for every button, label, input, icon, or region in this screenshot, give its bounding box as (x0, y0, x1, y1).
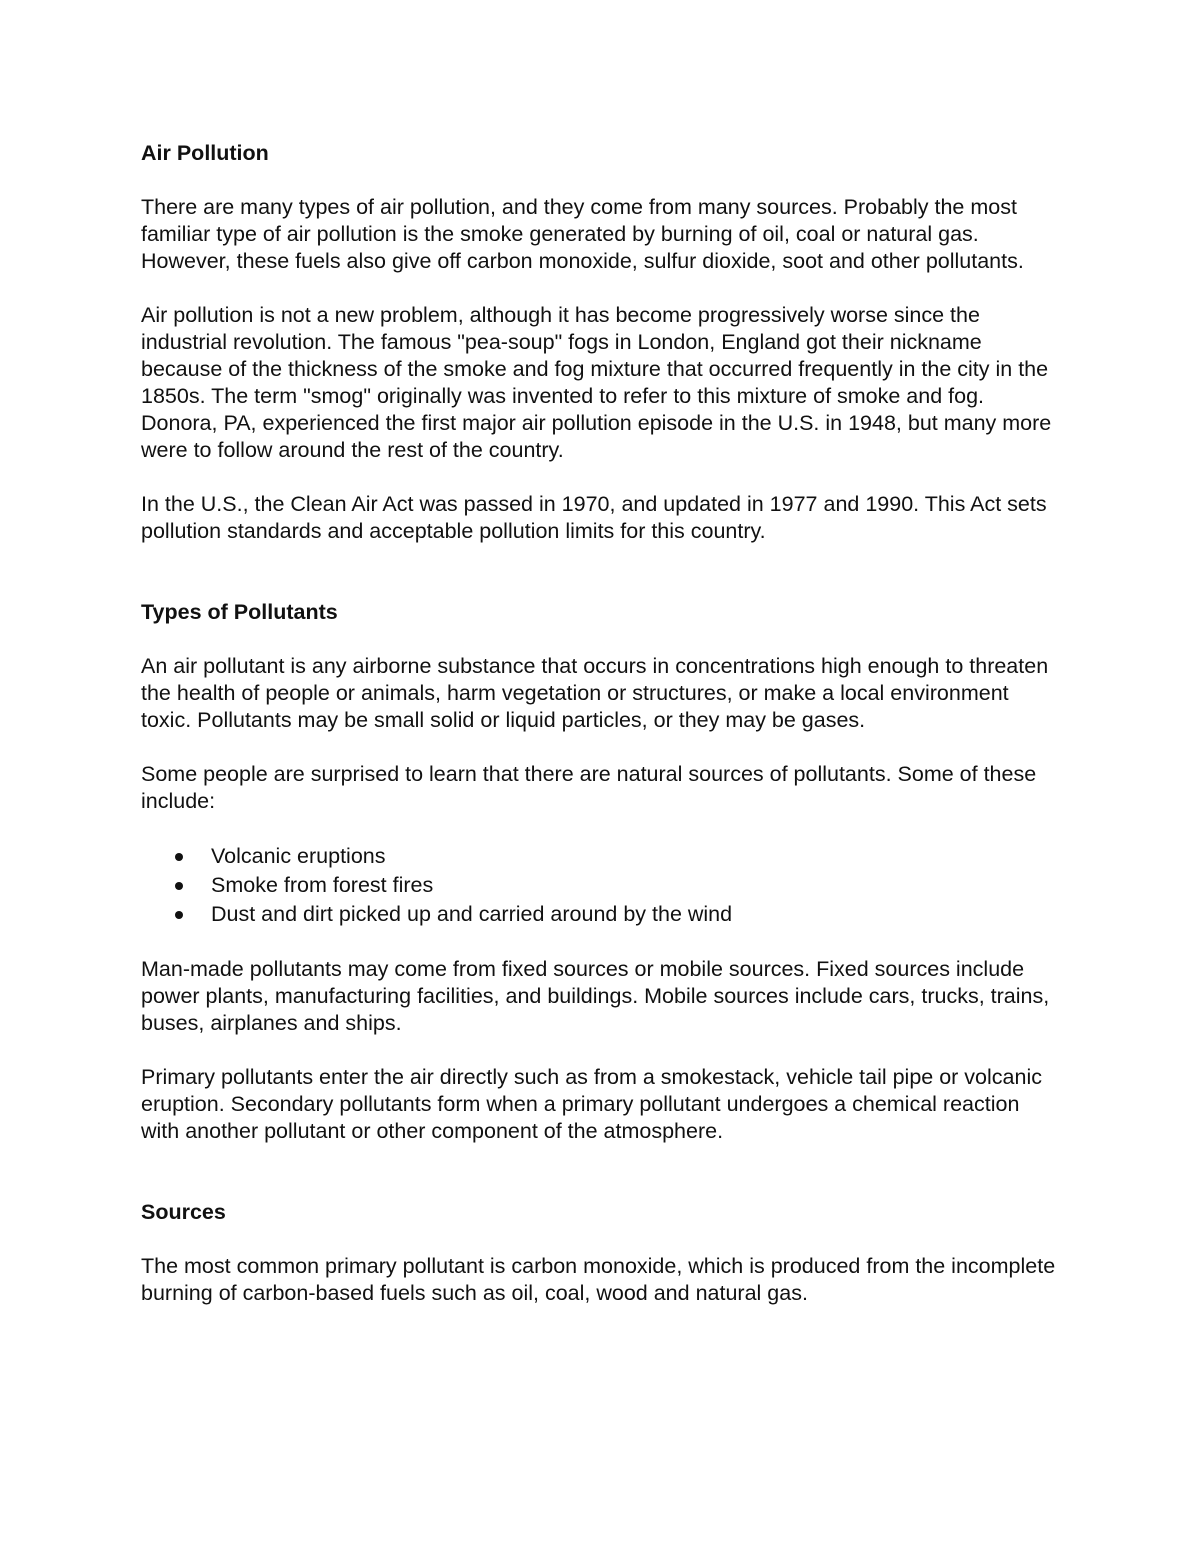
list-item-text: Smoke from forest fires (211, 873, 434, 897)
section-heading-types-of-pollutants: Types of Pollutants (141, 600, 338, 624)
paragraph: The most common primary pollutant is carbon monoxide, which is produced from the incomplete burning of carbon-based fuels such as oil, coal, wood and natural gas. (141, 1254, 1056, 1305)
bullet-icon (175, 853, 183, 861)
document-page (141, 140, 1061, 1307)
section-heading-sources: Sources (141, 1200, 226, 1224)
bullet-icon (175, 882, 183, 890)
paragraph: Man-made pollutants may come from fixed sources or mobile sources. Fixed sources include power plants, manufacturing facilities, and buildings. Mobile sources include cars, trucks, trains, buses, airplanes and ships. (141, 957, 1050, 1035)
list-item-text: Volcanic eruptions (211, 844, 386, 868)
bullet-icon (175, 911, 183, 919)
paragraph: Primary pollutants enter the air directly such as from a smokestack, vehicle tail pipe or volcanic eruption. Secondary pollutants form when a primary pollutant undergoes a chemical reaction with another pollutant or other component of the atmosphere. (141, 1065, 1042, 1143)
section-heading-air-pollution: Air Pollution (141, 141, 269, 165)
paragraph: Air pollution is not a new problem, although it has become progressively worse since the industrial revolution. The famous "pea-soup" fogs in London, England got their nickname because of the thickness of the smoke and fog mixture that occurred frequently in the city in the 1850s. The term "smog" originally was invented to refer to this mixture of smoke and fog. Donora, PA, experienced the first major air pollution episode in the U.S. in 1948, but many more were to follow around the rest of the country. (141, 303, 1052, 462)
list-item (141, 842, 1061, 871)
natural-sources-list (141, 842, 1061, 929)
paragraph: Some people are surprised to learn that there are natural sources of pollutants. Some of these include: (141, 762, 1037, 813)
paragraph: In the U.S., the Clean Air Act was passed in 1970, and updated in 1977 and 1990. This Act sets pollution standards and acceptable pollution limits for this country. (141, 492, 1047, 543)
list-item-text: Dust and dirt picked up and carried around by the wind (211, 902, 733, 926)
paragraph: An air pollutant is any airborne substance that occurs in concentrations high enough to threaten the health of people or animals, harm vegetation or structures, or make a local environment toxic. Pollutants may be small solid or liquid particles, or they may be gases. (141, 654, 1049, 732)
paragraph: There are many types of air pollution, and they come from many sources. Probably the most familiar type of air pollution is the smoke generated by burning of oil, coal or natural gas. However, these fuels also give off carbon monoxide, sulfur dioxide, soot and other pollutants. (141, 195, 1024, 273)
list-item (141, 900, 1061, 929)
list-item (141, 871, 1061, 900)
